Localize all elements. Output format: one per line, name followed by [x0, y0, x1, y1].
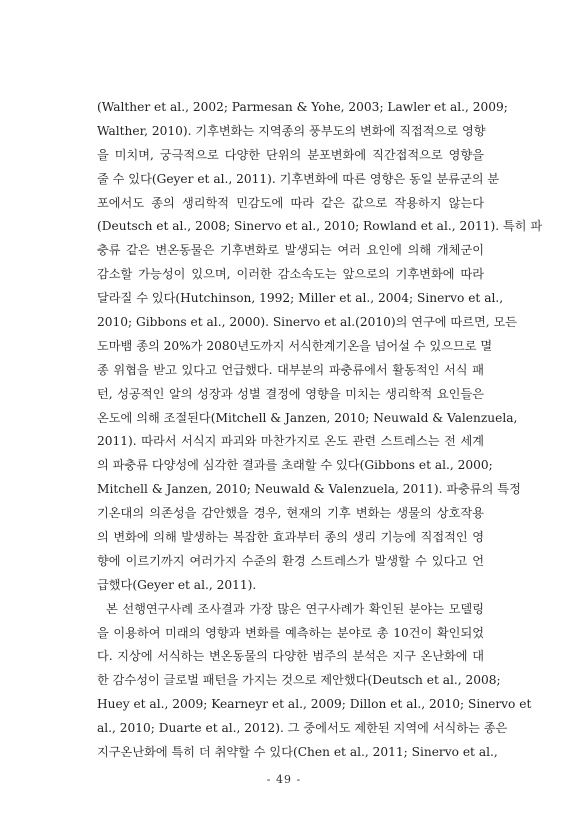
text-line: (Deutsch et al., 2008; Sinervo et al., 2010; Rowland et al., 2011). 특히 파: [97, 219, 543, 234]
text-line: 다. 지상에 서식하는 변온동물의 다양한 범주의 분석은 지구 온난화에 대: [97, 649, 484, 664]
text-line: 2010; Gibbons et al., 2000). Sinervo et al.(2010)의 연구에 따르면, 모든: [97, 315, 518, 330]
text-line: 감소할 가능성이 있으며, 이러한 감소속도는 앞으로의 기후변화에 따라: [97, 267, 484, 282]
text-line: al., 2010; Duarte et al., 2012). 그 중에서도 제한된 지역에 서식하는 종은: [97, 721, 508, 736]
text-line: 급했다(Geyer et al., 2011).: [97, 577, 257, 592]
text-line: 의 변화에 의해 발생하는 복잡한 효과부터 종의 생리 기능에 직접적인 영: [97, 530, 484, 545]
text-line: 한 감수성이 글로벌 패턴을 가지는 것으로 제안했다(Deutsch et al., 2008;: [97, 673, 501, 688]
text-line: 2011). 따라서 서식지 파괴와 마찬가지로 온도 관련 스트레스는 전 세계: [97, 434, 484, 449]
text-line: 지구온난화에 특히 더 취약할 수 있다(Chen et al., 2011; Sinervo et al.,: [97, 745, 498, 760]
text-line: 도마뱀 종의 20%가 2080년도까지 서식한계기온을 넘어설 수 있으므로 멸: [97, 338, 493, 353]
text-line: 충류 같은 변온동물은 기후변화로 발생되는 여러 요인에 의해 개체군이: [97, 243, 484, 258]
body-text: [97, 96, 543, 765]
text-line: 줄 수 있다(Geyer et al., 2011). 기후변화에 따른 영향은 동일 분류군의 분: [97, 171, 500, 186]
text-line: Huey et al., 2009; Kearneyr et al., 2009; Dillon et al., 2010; Sinervo et: [97, 697, 532, 712]
page-number: - 49 -: [266, 773, 302, 786]
text-line: 포에서도 종의 생리학적 민감도에 따라 같은 값으로 작용하지 않는다: [97, 195, 484, 210]
text-line: (Walther et al., 2002; Parmesan & Yohe, 2003; Lawler et al., 2009;: [97, 100, 508, 114]
text-line: 달라질 수 있다(Hutchinson, 1992; Miller et al., 2004; Sinervo et al.,: [97, 291, 504, 306]
text-line: 향에 이르기까지 여러가지 수준의 환경 스트레스가 발생할 수 있다고 언: [97, 553, 484, 568]
text-line: 의 파충류 다양성에 심각한 결과를 초래할 수 있다(Gibbons et al., 2000;: [97, 458, 493, 473]
text-line: 턴, 성공적인 알의 성장과 성별 결정에 영향을 미치는 생리학적 요인들은: [97, 386, 484, 401]
text-line: 종 위협을 받고 있다고 언급했다. 대부분의 파충류에서 활동적인 서식 패: [97, 362, 484, 377]
text-line: 본 선행연구사례 조사결과 가장 많은 연구사례가 확인된 분야는 모델링: [106, 601, 484, 616]
text-line: 을 미치며, 궁극적으로 다양한 단위의 분포변화에 직간접적으로 영향을: [97, 147, 484, 162]
text-line: 기온대의 의존성을 감안했을 경우, 현재의 기후 변화는 생물의 상호작용: [97, 506, 484, 521]
text-line: 온도에 의해 조절된다(Mitchell & Janzen, 2010; Neuwald & Valenzuela,: [97, 410, 518, 425]
text-line: 을 이용하여 미래의 영향과 변화를 예측하는 분야로 총 10건이 확인되었: [97, 625, 484, 640]
text-line: Walther, 2010). 기후변화는 지역종의 풍부도의 변화에 직접적으로 영향: [97, 123, 486, 138]
text-line: Mitchell & Janzen, 2010; Neuwald & Valenzuela, 2011). 파충류의 특정: [97, 482, 521, 497]
